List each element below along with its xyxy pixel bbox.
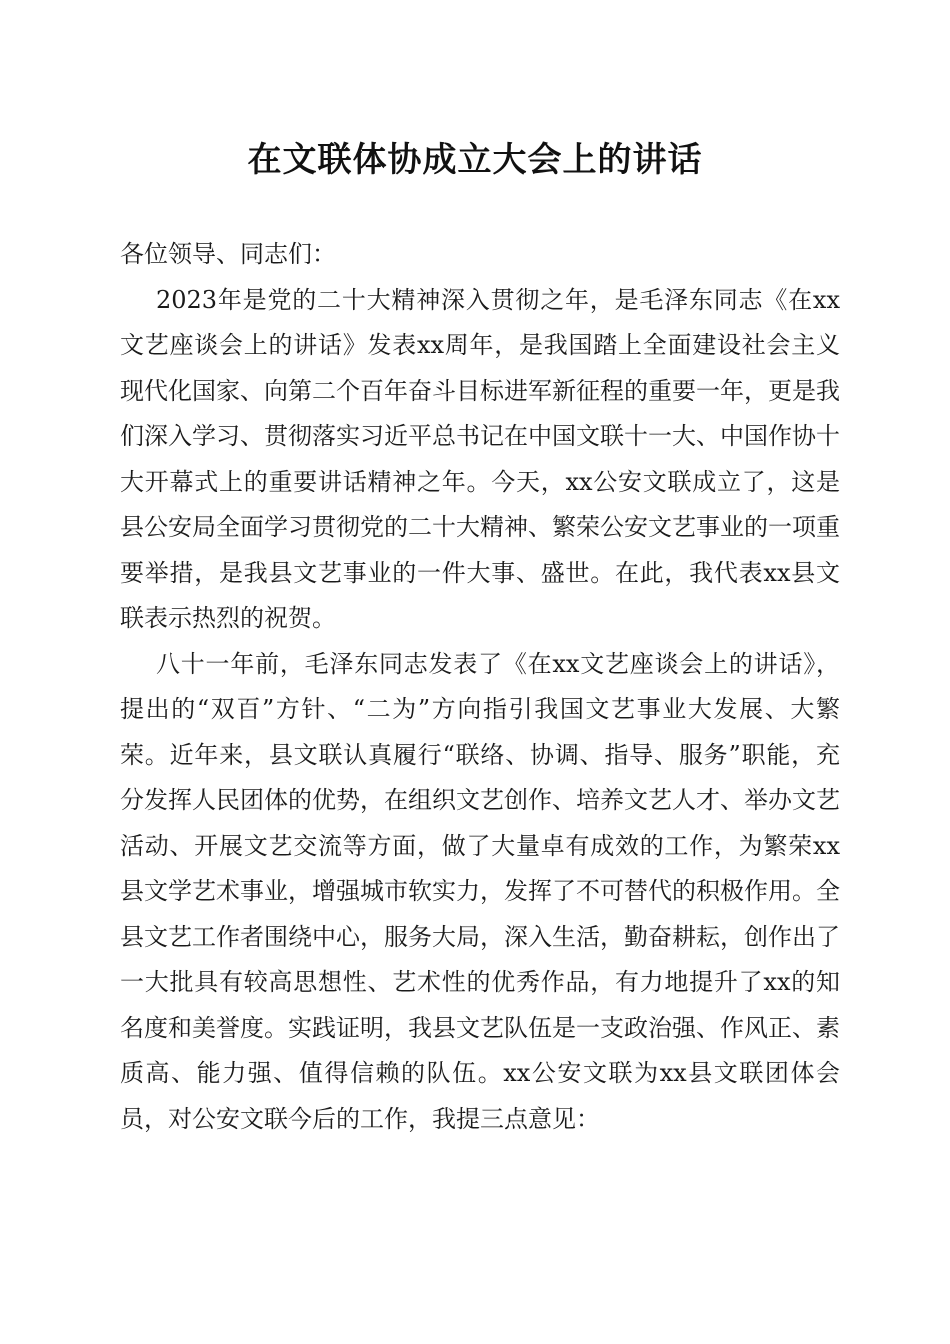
document-title: 在文联体协成立大会上的讲话 xyxy=(247,140,703,180)
paragraph-2: 八十一年前，毛泽东同志发表了《在xx文艺座谈会上的讲话》，提出的“双百”方针、“二为”方向指引我国文艺事业大发展、大繁荣。近年来，县文联认真履行“联络、协调、指导、服务”职能，充分发挥人民团体的优势，在组织文艺创作、培养文艺人才、举办文艺活动、开展文艺交流等方面，做了大量卓有成效的工作，为繁荣xx县文学艺术事业，增强城市软实力，发挥了不可替代的积极作用。全县文艺工作者围绕中心，服务大局，深入生活，勤奋耕耘，创作出了一大批具有较高思想性、艺术性的优秀作品，有力地提升了xx的知名度和美誉度。实践证明，我县文艺队伍是一支政治强、作风正、素质高、能力强、值得信赖的队伍。xx公安文联为xx县文联团体会员，对公安文联今后的工作，我提三点意见： xyxy=(120,649,840,1133)
paragraph-1: 2023年是党的二十大精神深入贯彻之年，是毛泽东同志《在xx文艺座谈会上的讲话》发表xx周年，是我国踏上全面建设社会主义现代化国家、向第二个百年奋斗目标进军新征程的重要一年，更是我们深入学习、贯彻落实习近平总书记在中国文联十一大、中国作协十大开幕式上的重要讲话精神之年。今天，xx公安文联成立了，这是县公安局全面学习贯彻党的二十大精神、繁荣公安文艺事业的一项重要举措，是我县文艺事业的一件大事、盛世。在此，我代表xx县文联表示热烈的祝贺。 xyxy=(120,285,840,632)
document-body xyxy=(120,232,840,1142)
salutation: 各位领导、同志们： xyxy=(120,240,336,268)
